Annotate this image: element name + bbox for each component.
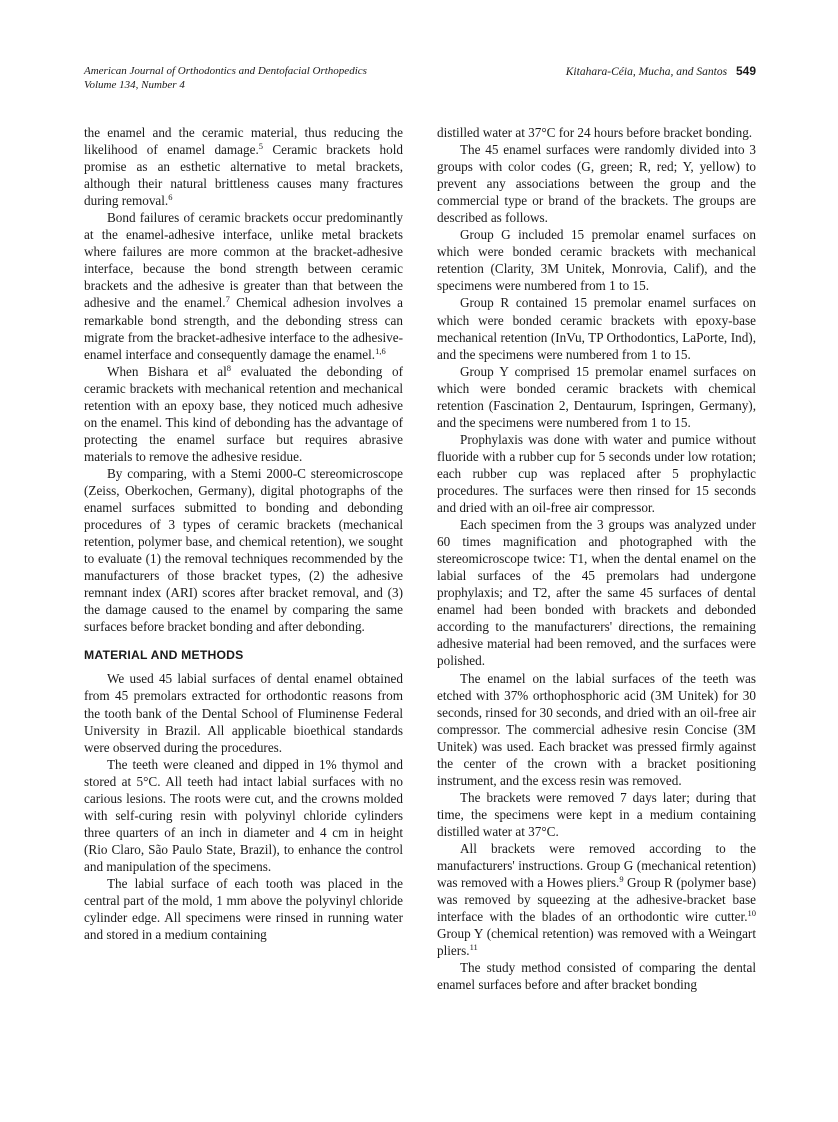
right-column: [437, 124, 756, 993]
paragraph: We used 45 labial surfaces of dental enamel obtained from 45 premolars extracted for orthodontic reasons from the tooth bank of the Dental School of Fluminense Federal University in Brazil. All applicable bioethical standards were observed during the procedures.: [84, 671, 403, 755]
paragraph: The brackets were removed 7 days later; during that time, the specimens were kept in a medium containing distilled water at 37°C.: [437, 789, 756, 839]
running-header: [84, 64, 756, 94]
paragraph: The study method consisted of comparing the dental enamel surfaces before and after bracket bonding: [437, 960, 756, 993]
section-heading: MATERIAL AND METHODS: [84, 648, 244, 663]
paragraph: Each specimen from the 3 groups was analyzed under 60 times magnification and photographed with the stereomicroscope twice: T1, when the dental enamel on the labial surfaces of the 45 premolars had undergone prophylaxis; and T2, after the same 45 surfaces of dental enamel had been bonded with brackets and debonded according to the manufacturers' directions, the remaining adhesive material had been removed, and the surfaces were polished.: [437, 517, 756, 669]
paragraph: Bond failures of ceramic brackets occur predominantly at the enamel-adhesive interface, unlike metal brackets where failures are more common at the bracket-adhesive interface, because the bond strength between ceramic brackets and the adhesive is greater than that between the adhesive and the enamel.$^7$ Chemical adhesion involves a remarkable bond strength, and the debonding stress can migrate from the bracket-adhesive interface to the adhesive-enamel interface and consequently damage the enamel.$^{1,6}$: [84, 210, 403, 362]
running-authors: Kitahara-Céia, Mucha, and Santos: [565, 66, 728, 78]
journal-volume: Volume 134, Number 4: [84, 79, 185, 91]
paragraph: distilled water at 37°C for 24 hours before bracket bonding.: [437, 125, 753, 140]
citation: 10: [747, 908, 756, 919]
citation: 1,6: [375, 345, 386, 356]
paragraph: the enamel and the ceramic material, thus reducing the likelihood of enamel damage.$^5$ Ceramic brackets hold promise as an esthetic alternative to metal brackets, although their natural brittleness causes many fractures during removal.$^6$: [84, 125, 403, 209]
citation: 6: [168, 192, 173, 203]
paragraph: Group Y comprised 15 premolar enamel surfaces on which were bonded ceramic brackets with chemical retention (Fascination 2, Dentaurum, Ispringen, Germany), and the specimens were numbered from 1 to 15.: [437, 363, 756, 430]
page-number: 549: [735, 64, 756, 78]
citation: 7: [225, 294, 230, 305]
paragraph: The teeth were cleaned and dipped in 1% thymol and stored at 5°C. All teeth had intact labial surfaces with no carious lesions. The roots were cut, and the crowns molded with self-curing resin with polyvinyl chloride cylinders three quarters of an inch in diameter and 4 cm in height (Rio Claro, São Paulo State, Brazil), to enhance the control and manipulation of the specimens.: [84, 756, 403, 874]
paragraph: By comparing, with a Stemi 2000-C stereomicroscope (Zeiss, Oberkochen, Germany), digital photographs of the enamel surfaces submitted to bonding and debonding procedures of 3 types of ceramic brackets (mechanical retention, polymer base, and chemical retention), we sought to evaluate (1) the removal techniques recommended by the manufacturers of those bracket types, (2) the adhesive remnant index (ARI) scores after bracket removal, and (3) the damage caused to the enamel by comparing the same surfaces before bracket bonding and after debonding.: [84, 465, 403, 635]
paragraph: Group G included 15 premolar enamel surfaces on which were bonded ceramic brackets with mechanical retention (Clarity, 3M Unitek, Monrovia, Calif), and the specimens were numbered from 1 to 15.: [437, 227, 756, 294]
paragraph: The 45 enamel surfaces were randomly divided into 3 groups with color codes (G, green; R, red; Y, yellow) to prevent any associations between the group and the commercial type or brand of the brackets. The groups are described as follows.: [437, 142, 756, 226]
paragraph: The enamel on the labial surfaces of the teeth was etched with 37% orthophosphoric acid (3M Unitek) for 30 seconds, rinsed for 30 seconds, and dried with an oil-free air compressor. The commercial adhesive resin Concise (3M Unitek) was used. Each bracket was pressed firmly against the center of the crown with a bracket positioning instrument, and the excess resin was removed.: [437, 670, 756, 788]
journal-title: American Journal of Orthodontics and Dentofacial Orthopedics: [84, 65, 367, 77]
citation: 5: [258, 141, 264, 152]
author-page-line: [566, 64, 756, 79]
paragraph: All brackets were removed according to the manufacturers' instructions. Group G (mechanical retention) was removed with a Howes pliers.$^9$ Group R (polymer base) was removed by squeezing at the adhesive-bracket base interface with the blades of an orthodontic wire cutter.$^{10}$ Group Y (chemical retention) was removed with a Weingart pliers.$^{11}$: [437, 840, 757, 959]
paragraph: Prophylaxis was done with water and pumice without fluoride with a rubber cup for 5 seconds under low rotation; each rubber cup was replaced after 5 prophylactic procedures. The surfaces were then rinsed for 15 seconds and dried with an oil-free air compressor.: [437, 431, 756, 516]
citation: 9: [619, 874, 624, 885]
paragraph: The labial surface of each tooth was placed in the central part of the mold, 1 mm above the polyvinyl chloride cylinder edge. All specimens were rinsed in running water and stored in a medium containing: [84, 875, 403, 943]
left-column: [84, 124, 403, 943]
journal-citation: [84, 64, 367, 92]
paragraph: When Bishara et $al^8$ evaluated the debonding of ceramic brackets with mechanical retention and mechanical retention with an epoxy base, they noticed much adhesive on the enamel. This kind of debonding has the advantage of protecting the enamel surface but requires abrasive materials to remove the adhesive residue.: [84, 362, 403, 464]
paragraph: Group R contained 15 premolar enamel surfaces on which were bonded ceramic brackets with epoxy-base mechanical retention (InVu, TP Orthodontics, LaPorte, Ind), and the specimens were numbered from 1 to 15.: [437, 295, 756, 362]
citation: 11: [469, 942, 478, 953]
citation: 8: [226, 362, 232, 373]
